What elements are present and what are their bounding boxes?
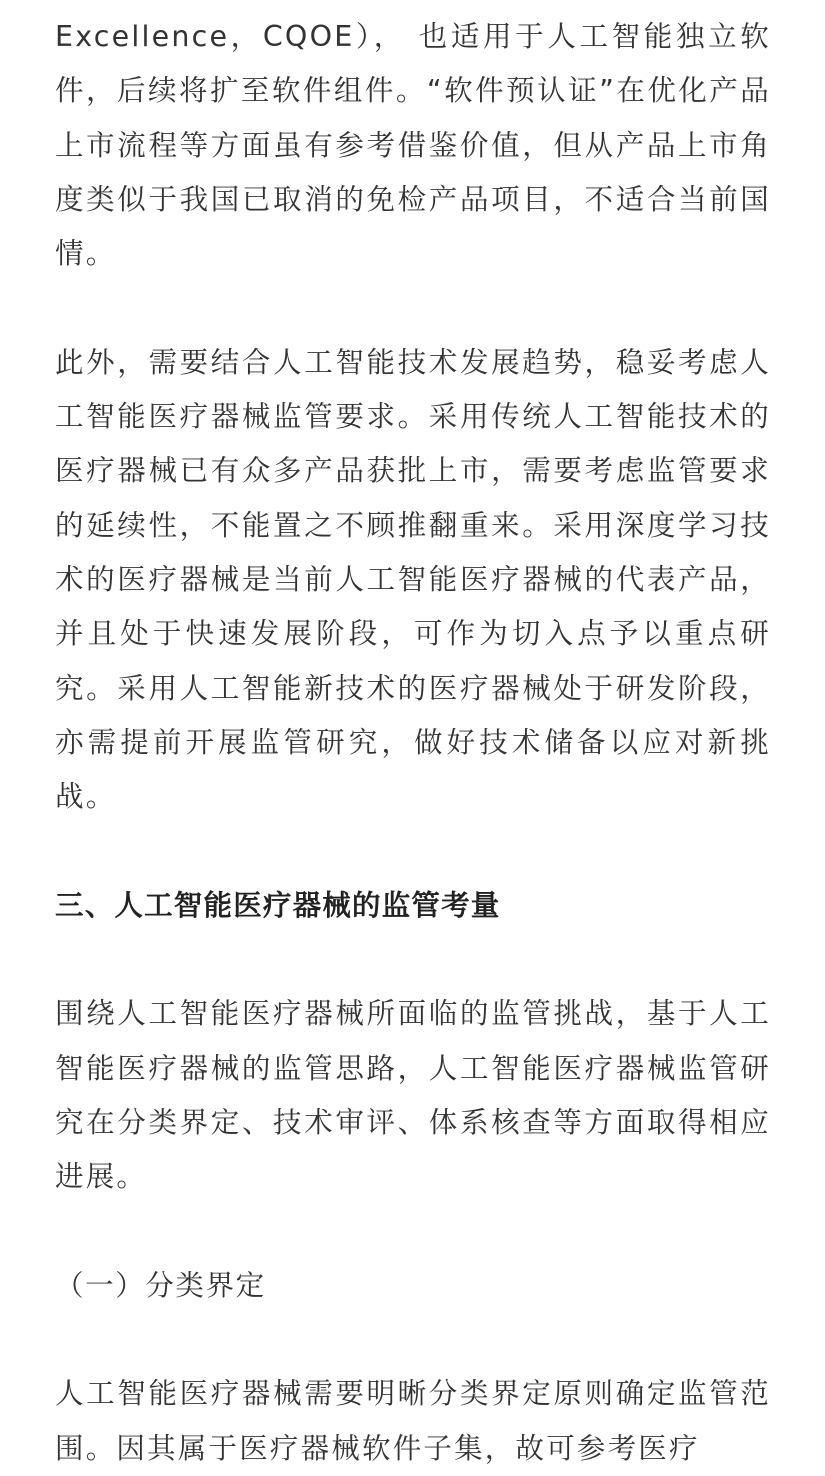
subsection-heading: （一）分类界定: [55, 1268, 266, 1302]
paragraph-spacer: [55, 1205, 771, 1259]
paragraph-software-precertification: Excellence，CQOE）， 也适用于人工智能独立软件，后续将扩至软件组件。“软件预认证”在优化产品上市流程等方面虽有参考借鉴价值，但从产品上市角度类似于我国已取消的免检产品项目，不适合当前国情。: [55, 20, 771, 271]
paragraph-spacer: [55, 1313, 771, 1367]
paragraph-spacer: [55, 933, 771, 987]
paragraph-technology-trends: 此外，需要结合人工智能技术发展趋势，稳妥考虑人工智能医疗器械监管要求。采用传统人工智能技术的医疗器械已有众多产品获批上市，需要考虑监管要求的延续性，不能置之不顾推翻重来。采用深度学习技术的医疗器械是当前人工智能医疗器械的代表产品，并且处于快速发展阶段，可作为切入点予以重点研究。采用人工智能新技术的医疗器械处于研发阶段，亦需提前开展监管研究，做好技术储备以应对新挑战。: [55, 345, 771, 814]
paragraph-regulatory-progress: 围绕人工智能医疗器械所面临的监管挑战，基于人工智能医疗器械的监管思路，人工智能医疗器械监管研究在分类界定、技术审评、体系核查等方面取得相应进展。: [55, 997, 771, 1194]
article-body: [55, 10, 771, 1476]
paragraph-spacer: [55, 824, 771, 878]
paragraph-classification: 人工智能医疗器械需要明晰分类界定原则确定监管范围。因其属于医疗器械软件子集，故可参考医疗: [55, 1377, 771, 1465]
paragraph-spacer: [55, 281, 771, 335]
section-heading: 三、人工智能医疗器械的监管考量: [55, 888, 501, 922]
